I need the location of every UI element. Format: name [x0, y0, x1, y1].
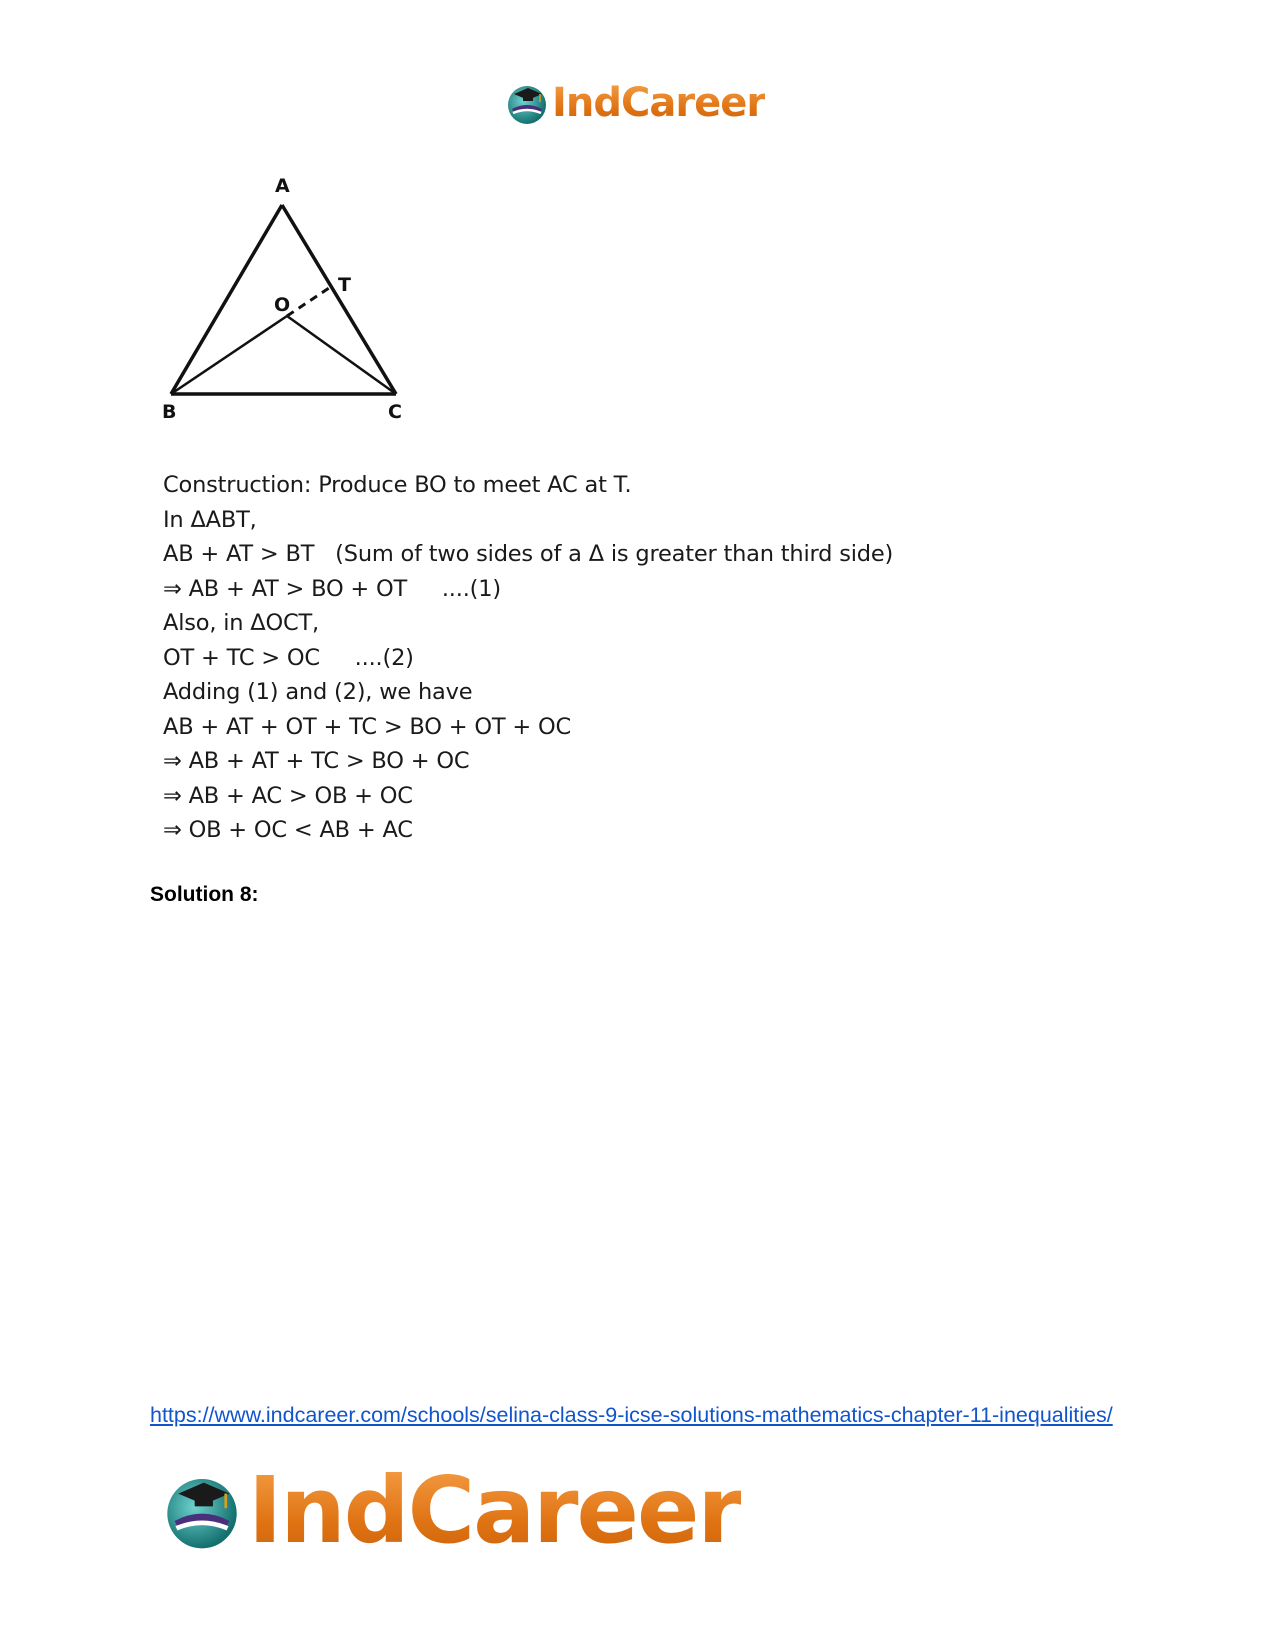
side-ab	[171, 205, 282, 394]
logo-wordmark: IndCareer	[248, 1456, 741, 1564]
proof-line: ⇒ OB + OC < AB + AC	[163, 817, 413, 843]
graduation-cap-globe-icon	[504, 80, 550, 126]
footer-url-link[interactable]: https://www.indcareer.com/schools/selina-class-9-icse-solutions-mathematics-chapter-11-inequalities/	[150, 1403, 1113, 1427]
proof-line: Adding (1) and (2), we have	[163, 679, 473, 705]
footer-logo	[160, 1456, 741, 1564]
proof-line: ⇒ AB + AC > OB + OC	[163, 782, 413, 809]
proof-line: OT + TC > OC ....(2)	[163, 644, 414, 671]
label-b: B	[162, 401, 177, 423]
header-logo	[504, 78, 765, 128]
proof-line: Also, in ΔOCT,	[163, 610, 320, 636]
solution-heading: Solution 8:	[150, 883, 259, 906]
side-ac	[282, 205, 396, 394]
proof-line: Construction: Produce BO to meet AC at T.	[163, 472, 632, 498]
logo-wordmark: IndCareer	[552, 80, 766, 126]
label-t: T	[338, 274, 351, 296]
proof-line: AB + AT + OT + TC > BO + OT + OC	[163, 713, 571, 740]
proof-line: AB + AT > BT (Sum of two sides of a Δ is greater than third side)	[163, 541, 894, 567]
proof-line: ⇒ AB + AT + TC > BO + OC	[163, 748, 470, 774]
graduation-cap-globe-icon	[160, 1468, 244, 1552]
proof-block	[163, 468, 893, 848]
label-a: A	[275, 175, 290, 197]
proof-line: ⇒ AB + AT > BO + OT ....(1)	[163, 575, 501, 602]
label-c: C	[388, 401, 402, 423]
label-o: O	[274, 294, 291, 316]
segment-bo	[171, 316, 287, 394]
triangle-diagram	[160, 172, 440, 442]
segment-ot-dashed	[287, 286, 332, 316]
proof-line: In ΔABT,	[163, 506, 257, 533]
segment-oc	[287, 316, 396, 394]
